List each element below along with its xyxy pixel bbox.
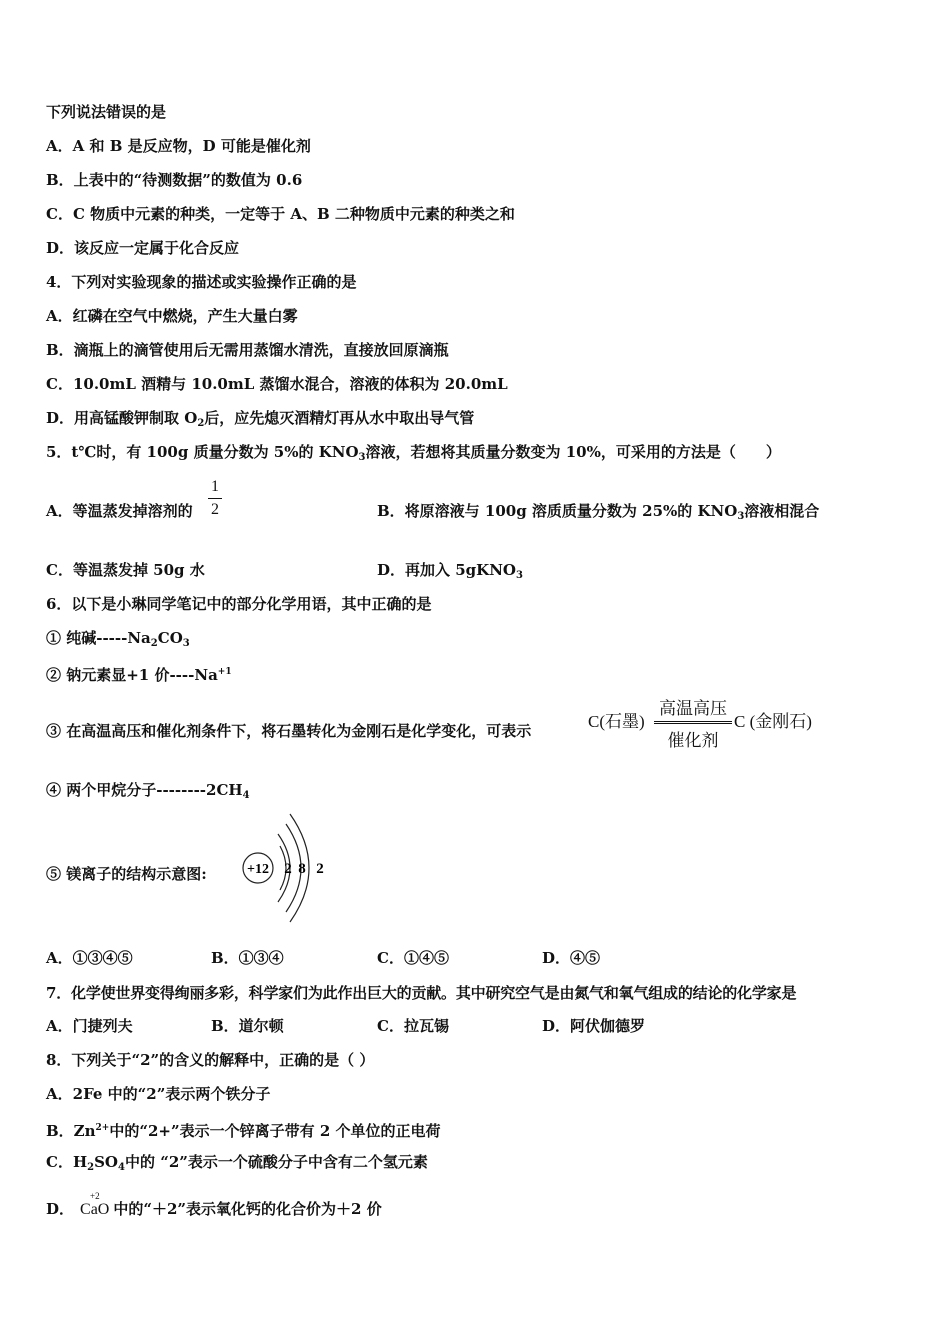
q3-option-b: B．上表中的“待测数据”的数值为 0.6 xyxy=(46,171,303,189)
q5-option-d: D．再加入 5gKNO$_3$ xyxy=(377,561,523,581)
q7-option-b: B．道尔顿 xyxy=(211,1017,284,1035)
shell-1-count: 2 xyxy=(284,861,292,877)
q8-stem: 8．下列关于“2”的含义的解释中，正确的是（ ） xyxy=(46,1051,375,1069)
condition-top: 高温高压 xyxy=(659,699,727,718)
q6-item-3: ③ 在高温高压和催化剂条件下，将石墨转化为金刚石是化学变化，可表示 xyxy=(46,722,532,740)
cao-formula: CaO xyxy=(80,1201,110,1218)
equation-left: C(石墨) xyxy=(588,712,645,731)
q6-option-c: C．①④⑤ xyxy=(377,949,449,967)
q5-fraction-half: 1 2 xyxy=(208,478,222,519)
q8-option-b: B．$Zn^{2+}$中的“2+”表示一个锌离子带有 2 个单位的正电荷 xyxy=(46,1122,441,1140)
q3-option-d: D．该反应一定属于化合反应 xyxy=(46,239,240,257)
magnesium-ion-diagram xyxy=(236,810,336,925)
q4-option-a: A．红磷在空气中燃烧，产生大量白雾 xyxy=(46,307,298,325)
valence-mark: +2 xyxy=(90,1191,100,1201)
q8-option-c: C．$H_2SO_4$中的 “2”表示一个硫酸分子中含有二个氢元素 xyxy=(46,1153,428,1173)
q3-stem: 下列说法错误的是 xyxy=(46,103,167,121)
q6-option-b: B．①③④ xyxy=(211,949,284,967)
q6-option-d: D．④⑤ xyxy=(542,949,601,967)
q8-option-d: D． +2 CaO 中的“＋2”表示氧化钙的化合价为＋2 价 xyxy=(46,1199,382,1220)
shell-3-count: 2 xyxy=(316,861,324,877)
q6-item-1: ① 纯碱$-----Na_2CO_3$ xyxy=(46,629,190,649)
q6-stem: 6．以下是小琳同学笔记中的部分化学用语，其中正确的是 xyxy=(46,595,432,613)
q7-option-c: C．拉瓦锡 xyxy=(377,1017,449,1035)
q7-stem: 7．化学使世界变得绚丽多彩，科学家们为此作出巨大的贡献。其中研究空气是由氮气和氧气组成的结论的化学家是 xyxy=(46,984,797,1002)
q5-option-c: C．等温蒸发掉 50g 水 xyxy=(46,561,205,579)
q5-stem: 5．t℃时，有 100g 质量分数为 5%的 $KNO_3$溶液，若想将其质量分数变为 10%，可采用的方法是（ ） xyxy=(46,443,781,463)
condition-bottom: 催化剂 xyxy=(667,731,719,750)
equation-conditions xyxy=(654,694,732,751)
nucleus-charge: +12 xyxy=(247,862,269,877)
q3-option-a: A．A 和 B 是反应物，D 可能是催化剂 xyxy=(46,137,311,155)
q8-option-a: A．2Fe 中的“2”表示两个铁分子 xyxy=(46,1085,271,1103)
q6-item-4: ④ 两个甲烷分子$--------2CH_4$ xyxy=(46,781,250,801)
shell-2-count: 8 xyxy=(298,861,306,877)
q6-item-2: ② 钠元素显+1 价$----Na^{+1}$ xyxy=(46,666,232,684)
q6-item-5: ⑤ 镁离子的结构示意图: xyxy=(46,865,207,883)
q7-option-a: A．门捷列夫 xyxy=(46,1017,133,1035)
q4-option-b: B．滴瓶上的滴管使用后无需用蒸馏水清洗，直接放回原滴瓶 xyxy=(46,341,449,359)
q4-option-c: C．10.0mL 酒精与 10.0mL 蒸馏水混合，溶液的体积为 20.0mL xyxy=(46,375,508,393)
q3-option-c: C．C 物质中元素的种类，一定等于 A、B 二种物质中元素的种类之和 xyxy=(46,205,515,223)
equation-right: C (金刚石) xyxy=(734,712,812,731)
q6-option-a: A．①③④⑤ xyxy=(46,949,133,967)
q4-option-d: D．用高锰酸钾制取 $O_2$后，应先熄灭酒精灯再从水中取出导气管 xyxy=(46,409,475,429)
q7-option-d: D．阿伏伽德罗 xyxy=(542,1017,646,1035)
q5-option-a: A．等温蒸发掉溶剂的 xyxy=(46,502,193,520)
q5-option-b: B．将原溶液与 100g 溶质质量分数为 25%的 $KNO_3$溶液相混合 xyxy=(377,502,820,522)
q4-stem: 4．下列对实验现象的描述或实验操作正确的是 xyxy=(46,273,357,291)
